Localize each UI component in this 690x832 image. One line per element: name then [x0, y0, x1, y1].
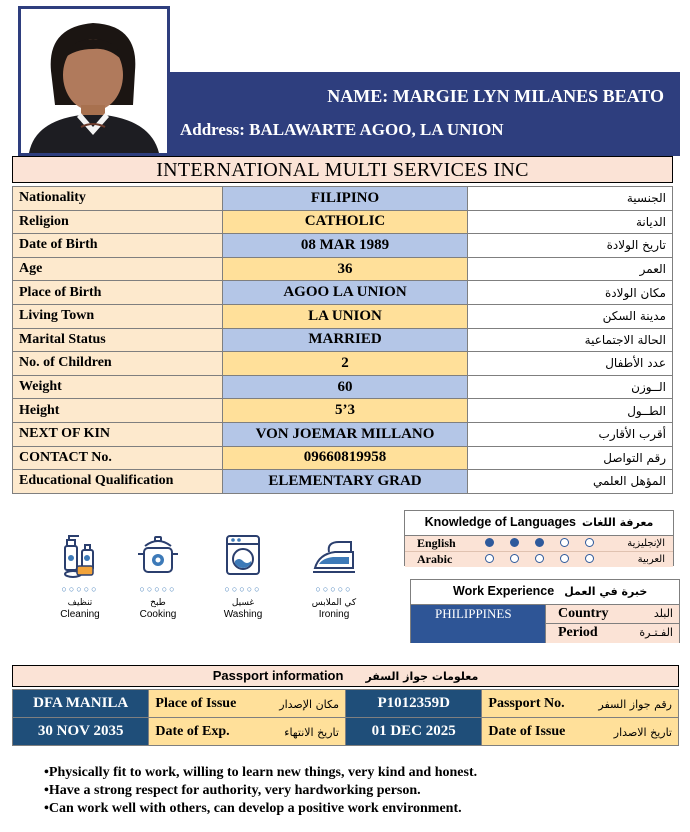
skill-level-dots: ○○○○○ [224, 584, 262, 594]
work-period-label: Period [558, 625, 598, 640]
passport-place-value: DFA MANILA [13, 690, 149, 718]
washing-machine-icon [218, 530, 268, 580]
info-row [13, 304, 673, 328]
level-dot [510, 538, 519, 547]
skill-label: Cleaning [60, 609, 100, 620]
company-name: INTERNATIONAL MULTI SERVICES INC [12, 156, 673, 183]
info-value: FILIPINO [223, 187, 468, 211]
work-experience-title: Work Experience خبرة في العمل [411, 580, 679, 605]
level-dot [585, 538, 594, 547]
cleaning-icon [55, 530, 105, 580]
header-band [170, 72, 680, 156]
skill-label-ar: كي الملابس [311, 598, 357, 608]
info-value: ELEMENTARY GRAD [223, 470, 468, 494]
skill-label: Ironing [318, 609, 350, 620]
info-label-ar: مكان الولادة [468, 281, 673, 305]
info-row [13, 210, 673, 234]
passport-issue-label: Date of Issue تاريخ الاصدار [482, 718, 679, 746]
languages-box [404, 510, 674, 566]
cooking-pot-icon [133, 530, 183, 580]
skill-level-dots: ○○○○○ [61, 584, 99, 594]
language-name-ar: العربية [637, 554, 665, 565]
skill-level-dots: ○○○○○ [139, 584, 177, 594]
info-label-ar: تاريخ الولادة [468, 234, 673, 258]
info-label: Height [13, 399, 223, 423]
work-country-label-ar: البلد [653, 607, 673, 620]
info-label-ar: الــوزن [468, 375, 673, 399]
info-label-ar: الحالة الاجتماعية [468, 328, 673, 352]
info-label: Religion [13, 210, 223, 234]
language-row-arabic [405, 551, 673, 567]
info-value: VON JOEMAR MILLANO [223, 422, 468, 446]
info-label: Living Town [13, 304, 223, 328]
info-value: 36 [223, 257, 468, 281]
skill-label-ar: طبخ [150, 598, 166, 608]
info-value: 2 [223, 352, 468, 376]
languages-title: Knowledge of Languages معرفة اللغات [405, 511, 673, 536]
level-dot [485, 554, 494, 563]
info-label-ar: مدينة السكن [468, 304, 673, 328]
level-dot [510, 554, 519, 563]
skill-level-dots: ○○○○○ [315, 584, 353, 594]
info-value: AGOO LA UNION [223, 281, 468, 305]
info-label: Weight [13, 375, 223, 399]
passport-place-label: Place of Issue مكان الإصدار [149, 690, 346, 718]
skill-label-ar: غسيل [231, 598, 255, 608]
info-row [13, 446, 673, 470]
info-label: No. of Children [13, 352, 223, 376]
info-label: Nationality [13, 187, 223, 211]
iron-icon [309, 530, 359, 580]
info-row [13, 352, 673, 376]
work-period-label-ar: الفـتـرة [639, 626, 673, 639]
info-value: 60 [223, 375, 468, 399]
info-label-ar: الديانة [468, 210, 673, 234]
info-row [13, 234, 673, 258]
skill-ironing [294, 530, 374, 620]
passport-title: Passport information معلومات جواز السفر [12, 665, 679, 687]
info-row [13, 281, 673, 305]
person-photo-icon [21, 9, 167, 153]
info-value: MARRIED [223, 328, 468, 352]
info-label-ar: عدد الأطفال [468, 352, 673, 376]
language-level [485, 554, 610, 569]
passport-table [12, 689, 679, 746]
candidate-address: Address: BALAWARTE AGOO, LA UNION [180, 120, 504, 139]
info-value: CATHOLIC [223, 210, 468, 234]
language-name-ar: الإنجليزية [627, 538, 665, 549]
info-row [13, 187, 673, 211]
candidate-name: NAME: MARGIE LYN MILANES BEATO [327, 86, 664, 106]
info-label: Age [13, 257, 223, 281]
level-dot [535, 538, 544, 547]
personal-info-table [12, 186, 673, 494]
skill-label: Washing [223, 609, 263, 620]
info-row [13, 328, 673, 352]
language-name: Arabic [417, 552, 453, 566]
info-label: Date of Birth [13, 234, 223, 258]
work-country-row [545, 605, 679, 624]
level-dot [535, 554, 544, 563]
info-label-ar: الطــول [468, 399, 673, 423]
info-label: Place of Birth [13, 281, 223, 305]
remarks-list [44, 764, 477, 818]
passport-issue-value: 01 DEC 2025 [345, 718, 481, 746]
info-label-ar: العمر [468, 257, 673, 281]
passport-exp-value: 30 NOV 2035 [13, 718, 149, 746]
info-label: Marital Status [13, 328, 223, 352]
info-row [13, 399, 673, 423]
info-value: LA UNION [223, 304, 468, 328]
info-value: 5’3 [223, 399, 468, 423]
info-label: Educational Qualification [13, 470, 223, 494]
info-value: 08 MAR 1989 [223, 234, 468, 258]
profile-photo [18, 6, 170, 156]
info-label: CONTACT No. [13, 446, 223, 470]
work-experience-box [410, 579, 680, 643]
info-label-ar: رقم التواصل [468, 446, 673, 470]
info-label-ar: أقرب الأقارب [468, 422, 673, 446]
work-period-row [545, 624, 679, 643]
work-country-value: PHILIPPINES [411, 605, 545, 643]
skill-label-ar: تنظيف [67, 598, 93, 608]
skill-cleaning [40, 530, 120, 620]
info-row [13, 470, 673, 494]
language-row-english [405, 536, 673, 551]
level-dot [485, 538, 494, 547]
remark-item: •Physically fit to work, willing to learn new things, very kind and honest. [44, 765, 478, 780]
level-dot [560, 538, 569, 547]
info-row [13, 422, 673, 446]
info-label-ar: المؤهل العلمي [468, 470, 673, 494]
info-row [13, 375, 673, 399]
info-label-ar: الجنسية [468, 187, 673, 211]
work-country-label: Country [558, 606, 609, 621]
passport-exp-label: Date of Exp. تاريخ الانتهاء [149, 718, 346, 746]
skill-washing [203, 530, 283, 620]
passport-number-value: P1012359D [345, 690, 481, 718]
info-value: 09660819958 [223, 446, 468, 470]
remark-item: •Have a strong respect for authority, very hardworking person. [44, 783, 421, 798]
passport-number-label: Passport No. رقم جواز السفر [482, 690, 679, 718]
info-label: NEXT OF KIN [13, 422, 223, 446]
level-dot [585, 554, 594, 563]
skill-cooking [118, 530, 198, 620]
language-name: English [417, 536, 456, 550]
skill-label: Cooking [139, 609, 177, 620]
info-row [13, 257, 673, 281]
level-dot [560, 554, 569, 563]
remark-item: •Can work well with others, can develop a positive work environment. [44, 801, 462, 816]
